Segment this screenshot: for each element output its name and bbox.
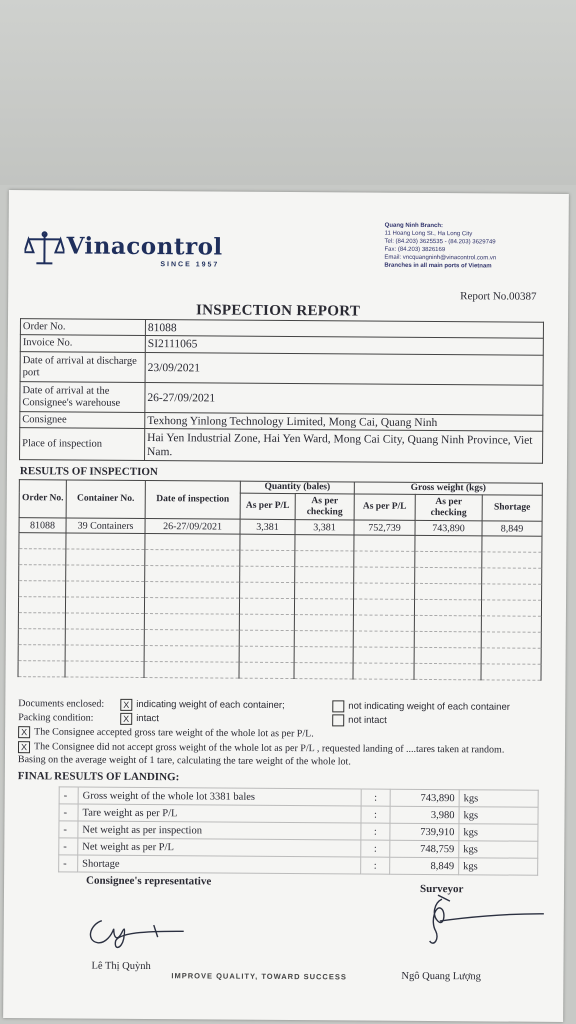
final-dash: -	[59, 855, 78, 872]
final-label: Tare weight as per P/L	[78, 804, 361, 823]
final-colon: :	[361, 823, 390, 840]
place-value: Hai Yen Industrial Zone, Hai Yen Ward, Mong Cai City, Quang Ninh Province, Viet Nam.	[145, 429, 543, 464]
info-table	[19, 318, 544, 464]
not-accepted-checkbox[interactable]: X	[18, 741, 30, 753]
docs-not-indicating-checkbox[interactable]	[332, 700, 344, 712]
col-shortage-header: Shortage	[482, 495, 542, 521]
accepted-text: The Consignee accepted gross tare weight of the whole lot as per P/L.	[34, 726, 314, 740]
order-no-label: Order No.	[20, 319, 145, 336]
cell-qty-pl: 3,381	[240, 519, 295, 534]
col-container-header: Container No.	[66, 480, 145, 519]
final-colon: :	[361, 806, 390, 823]
cell-container: 39 Containers	[66, 518, 145, 534]
branch-note: Branches in all main ports of Vietnam	[384, 262, 492, 270]
final-dash: -	[59, 838, 78, 855]
final-label: Gross weight of the whole lot 3381 bales	[78, 787, 361, 806]
docs-indicating-checkbox[interactable]: X	[120, 699, 132, 711]
arrival-warehouse-value: 26-27/09/2021	[145, 383, 543, 416]
final-value: 748,759	[390, 840, 459, 857]
arrival-port-value: 23/09/2021	[145, 353, 543, 386]
final-value: 743,890	[390, 789, 459, 806]
info-row-arrival-port	[20, 352, 543, 386]
scales-icon	[24, 230, 64, 266]
consignee-label: Consignee	[20, 412, 145, 429]
cell-order: 81088	[19, 518, 66, 533]
final-unit: kgs	[459, 858, 538, 876]
col-qty-check-header: As per checking	[295, 494, 354, 520]
slogan: IMPROVE QUALITY, TOWARD SUCCESS	[171, 971, 347, 982]
statement-accepted	[18, 726, 548, 742]
report-title: INSPECTION REPORT	[195, 302, 361, 320]
info-row-arrival-warehouse	[20, 382, 543, 416]
final-label: Net weight as per P/L	[78, 838, 361, 857]
cell-date: 26-27/09/2021	[145, 519, 240, 535]
final-value: 8,849	[390, 857, 459, 874]
final-unit: kgs	[459, 790, 538, 808]
packing-line	[18, 712, 548, 728]
consignee-name: Lê Thị Quỳnh	[91, 960, 151, 973]
final-value: 3,980	[390, 806, 459, 823]
place-label: Place of inspection	[20, 428, 145, 461]
info-row-place	[20, 428, 543, 464]
background-top	[0, 0, 576, 185]
final-label: Net weight as per inspection	[78, 821, 361, 840]
packing-not-intact-checkbox[interactable]	[332, 714, 344, 726]
arrival-warehouse-label: Date of arrival at the Consignee's warehouse	[20, 382, 145, 413]
final-dash: -	[59, 787, 78, 804]
col-date-header: Date of inspection	[145, 481, 240, 520]
cell-shortage: 8,849	[482, 521, 542, 536]
final-colon: :	[361, 840, 390, 857]
packing-intact-checkbox[interactable]: X	[120, 713, 132, 725]
final-label: Shortage	[78, 855, 361, 874]
col-qty-pl-header: As per P/L	[240, 493, 295, 519]
final-results-table	[58, 786, 539, 875]
final-unit: kgs	[459, 824, 538, 842]
surveyor-name: Ngô Quang Lượng	[401, 970, 481, 983]
docs-indicating-label: indicating weight of each container;	[136, 699, 285, 712]
packing-not-intact-label: not intact	[348, 714, 387, 727]
not-accepted-text: The Consignee did not accept gross weight of the whole lot as per P/L , requested landing of ....tares taken at random. Basing on the average weight of 1 tare, calculating the tare weight of the whole lot.	[17, 741, 505, 768]
cell-gw-pl: 752,739	[354, 520, 415, 535]
docs-not-indicating-label: not indicating weight of each container	[348, 700, 510, 713]
surveyor-signature	[416, 891, 546, 952]
report-number: Report No.00387	[460, 290, 537, 303]
final-value: 739,910	[390, 823, 459, 840]
final-row-shortage	[59, 855, 538, 875]
consignee-signature	[84, 903, 194, 954]
documents-label: Documents enclosed:	[18, 698, 105, 711]
final-dash: -	[59, 804, 78, 821]
results-title: RESULTS OF INSPECTION	[19, 465, 158, 479]
documents-line	[18, 698, 548, 714]
final-colon: :	[361, 789, 390, 806]
branch-fax: Fax: (84.203) 3826169	[384, 246, 446, 254]
col-gw-pl-header: As per P/L	[354, 494, 415, 520]
vinacontrol-logo	[22, 228, 232, 275]
cell-qty-check: 3,381	[295, 520, 354, 535]
branch-info	[384, 222, 564, 271]
company-since: SINCE 1957	[160, 261, 220, 269]
invoice-value: SI2111065	[145, 336, 543, 356]
col-gw-check-header: As per checking	[415, 494, 482, 520]
consignee-rep-label: Consignee's representative	[86, 874, 212, 888]
statement-not-accepted	[18, 740, 528, 770]
branch-title: Quang Ninh Branch:	[384, 222, 444, 230]
order-no-value: 81088	[145, 320, 543, 339]
col-gross-header: Gross weight (kgs)	[354, 482, 542, 495]
arrival-port-label: Date of arrival at discharge port	[20, 352, 145, 383]
surveyor-label: Surveyor	[419, 882, 464, 896]
packing-intact-label: intact	[136, 713, 159, 725]
company-name: Vinacontrol	[66, 232, 223, 261]
branch-tel: Tel: (84.203) 3625535 - (84.203) 3629749	[384, 238, 496, 246]
final-unit: kgs	[459, 841, 538, 859]
final-dash: -	[59, 821, 78, 838]
final-colon: :	[361, 857, 390, 874]
final-results-title: FINAL RESULTS OF LANDING:	[17, 770, 180, 784]
branch-address: 11 Hoang Long St., Ha Long City	[384, 230, 473, 238]
accepted-checkbox[interactable]: X	[18, 726, 30, 738]
inspection-report-sheet	[3, 190, 569, 1022]
consignee-value: Texhong Yinlong Technology Limited, Mong Cai, Quang Ninh	[145, 413, 543, 432]
results-header-row-1	[19, 480, 542, 496]
col-quantity-header: Quantity (bales)	[240, 481, 354, 494]
invoice-label: Invoice No.	[20, 335, 145, 353]
branch-email: Email: vncquangninh@vinacontrol.com.vn	[384, 254, 497, 262]
packing-label: Packing condition:	[18, 712, 94, 724]
table-row-empty	[18, 661, 541, 681]
cell-gw-check: 743,890	[415, 520, 482, 535]
col-order-header: Order No.	[19, 480, 66, 518]
final-unit: kgs	[459, 807, 538, 825]
results-table	[17, 479, 542, 681]
